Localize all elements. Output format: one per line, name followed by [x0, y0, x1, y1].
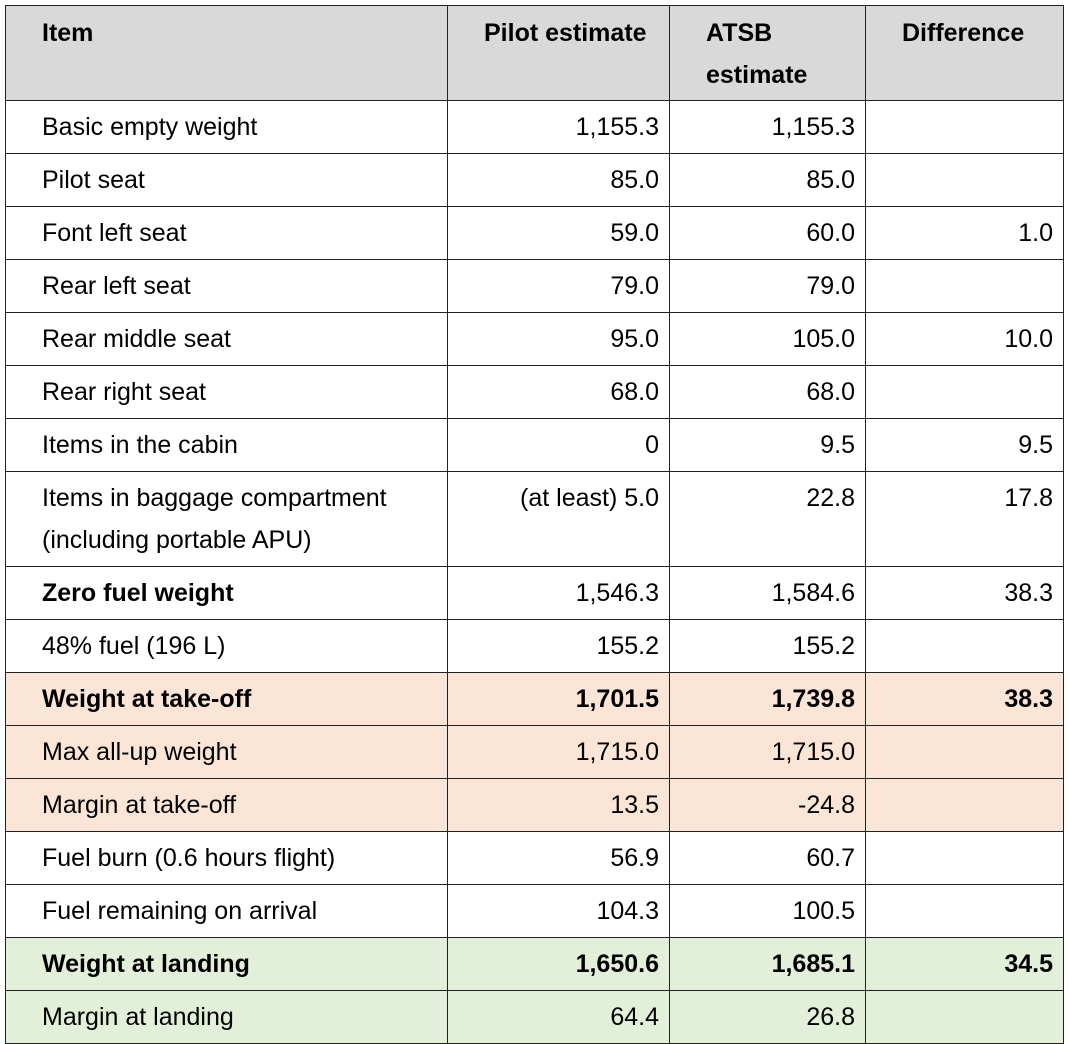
row-difference: [866, 832, 1064, 885]
table-row: [6, 154, 1064, 207]
header-item: Item: [6, 6, 448, 101]
row-difference: 38.3: [866, 567, 1064, 620]
row-atsb: 155.2: [670, 620, 866, 673]
row-atsb: 105.0: [670, 313, 866, 366]
row-item: Font left seat: [6, 207, 448, 260]
row-difference: [866, 260, 1064, 313]
row-item: Fuel remaining on arrival: [6, 885, 448, 938]
row-pilot: 1,650.6: [448, 938, 670, 991]
row-item: Margin at landing: [6, 991, 448, 1044]
table-row: [6, 366, 1064, 419]
row-atsb: 26.8: [670, 991, 866, 1044]
table-row: [6, 472, 1064, 567]
row-item: 48% fuel (196 L): [6, 620, 448, 673]
row-difference: 1.0: [866, 207, 1064, 260]
row-item: Items in baggage compartment (including portable APU): [6, 472, 448, 567]
row-item: Rear middle seat: [6, 313, 448, 366]
row-item: Basic empty weight: [6, 101, 448, 154]
row-atsb: -24.8: [670, 779, 866, 832]
table-row: [6, 832, 1064, 885]
table-row: [6, 207, 1064, 260]
table-row: [6, 313, 1064, 366]
row-atsb: 60.0: [670, 207, 866, 260]
row-item: Max all-up weight: [6, 726, 448, 779]
row-pilot: 59.0: [448, 207, 670, 260]
row-atsb: 1,739.8: [670, 673, 866, 726]
row-pilot: 104.3: [448, 885, 670, 938]
row-pilot: 1,701.5: [448, 673, 670, 726]
row-pilot: (at least) 5.0: [448, 472, 670, 567]
row-item: Rear left seat: [6, 260, 448, 313]
row-difference: [866, 154, 1064, 207]
row-item: Zero fuel weight: [6, 567, 448, 620]
row-difference: [866, 779, 1064, 832]
row-pilot: 155.2: [448, 620, 670, 673]
table-header-row: [6, 6, 1064, 101]
row-difference: 9.5: [866, 419, 1064, 472]
row-item: Fuel burn (0.6 hours flight): [6, 832, 448, 885]
row-difference: [866, 885, 1064, 938]
table-row: [6, 620, 1064, 673]
row-atsb: 100.5: [670, 885, 866, 938]
table-row: [6, 726, 1064, 779]
row-pilot: 64.4: [448, 991, 670, 1044]
row-atsb: 79.0: [670, 260, 866, 313]
row-atsb: 9.5: [670, 419, 866, 472]
row-atsb: 1,155.3: [670, 101, 866, 154]
table-row: [6, 419, 1064, 472]
row-pilot: 56.9: [448, 832, 670, 885]
row-difference: 34.5: [866, 938, 1064, 991]
row-difference: [866, 101, 1064, 154]
table-row-weight-at-takeoff: [6, 673, 1064, 726]
row-difference: [866, 991, 1064, 1044]
row-difference: 17.8: [866, 472, 1064, 567]
row-pilot: 79.0: [448, 260, 670, 313]
row-item: Rear right seat: [6, 366, 448, 419]
table-row-weight-at-landing: [6, 938, 1064, 991]
row-pilot: 95.0: [448, 313, 670, 366]
table-row: [6, 260, 1064, 313]
row-pilot: 1,546.3: [448, 567, 670, 620]
row-atsb: 60.7: [670, 832, 866, 885]
table-row-zero-fuel-weight: [6, 567, 1064, 620]
header-difference: Difference: [866, 6, 1064, 101]
row-pilot: 1,715.0: [448, 726, 670, 779]
header-pilot-estimate: Pilot estimate: [448, 6, 670, 101]
row-difference: [866, 620, 1064, 673]
row-item: Margin at take-off: [6, 779, 448, 832]
row-pilot: 13.5: [448, 779, 670, 832]
row-difference: [866, 366, 1064, 419]
table-row: [6, 779, 1064, 832]
table-row: [6, 991, 1064, 1044]
row-item: Items in the cabin: [6, 419, 448, 472]
header-atsb-estimate: ATSB estimate: [670, 6, 866, 101]
row-atsb: 1,584.6: [670, 567, 866, 620]
row-difference: 10.0: [866, 313, 1064, 366]
row-item: Pilot seat: [6, 154, 448, 207]
row-pilot: 68.0: [448, 366, 670, 419]
weight-balance-table: [5, 5, 1064, 1044]
row-atsb: 1,685.1: [670, 938, 866, 991]
table-row: [6, 885, 1064, 938]
row-atsb: 85.0: [670, 154, 866, 207]
row-item: Weight at landing: [6, 938, 448, 991]
row-pilot: 0: [448, 419, 670, 472]
row-difference: 38.3: [866, 673, 1064, 726]
row-atsb: 22.8: [670, 472, 866, 567]
row-atsb: 68.0: [670, 366, 866, 419]
row-pilot: 85.0: [448, 154, 670, 207]
row-difference: [866, 726, 1064, 779]
row-atsb: 1,715.0: [670, 726, 866, 779]
table-row: [6, 101, 1064, 154]
row-item: Weight at take-off: [6, 673, 448, 726]
row-pilot: 1,155.3: [448, 101, 670, 154]
